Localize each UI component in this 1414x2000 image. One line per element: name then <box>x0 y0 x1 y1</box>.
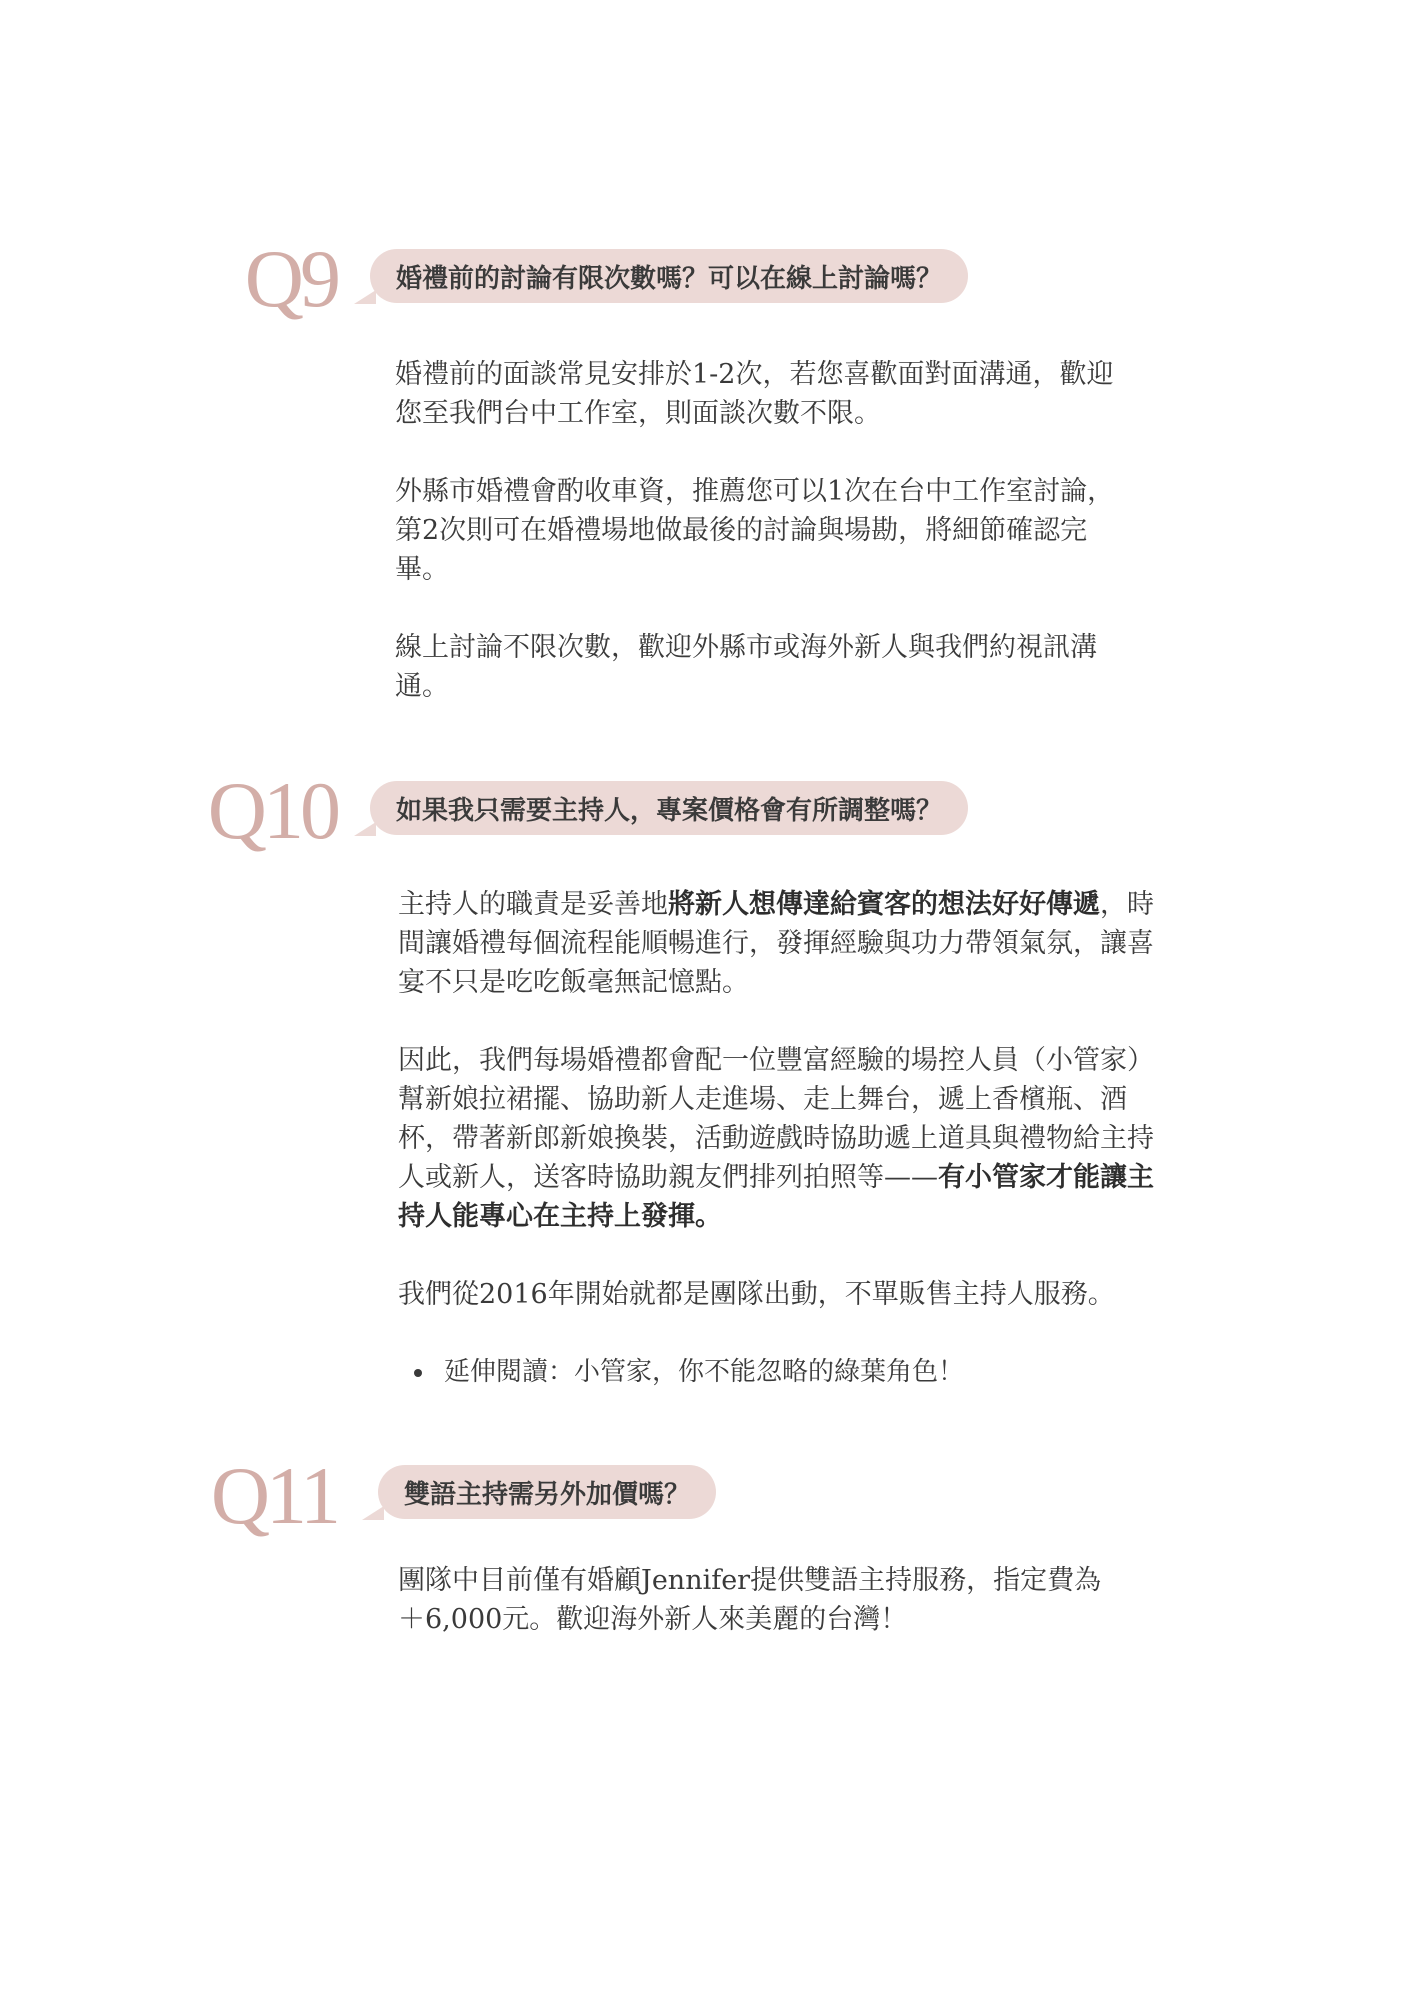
answer-text <box>395 355 1195 706</box>
link-text[interactable]: 延伸閱讀：小管家，你不能忽略的綠葉角色！ <box>444 1357 965 1387</box>
text-line: 間讓婚禮每個流程能順暢進行，發揮經驗與功力帶領氣氛，讓喜 <box>398 928 1154 959</box>
emphasis-text: 將新人想傳達給賓客的想法好好傳遞 <box>668 889 1100 920</box>
related-reading-link[interactable] <box>398 1353 1218 1392</box>
text-line: 婚禮前的面談常見安排於1-2次，若您喜歡面對面溝通，歡迎 <box>395 359 1114 390</box>
speech-bubble-tail <box>354 822 376 836</box>
bullet-icon <box>414 1369 422 1377</box>
text-line: 您至我們台中工作室，則面談次數不限。 <box>395 398 881 429</box>
emphasis-text: 有小管家才能讓主 <box>938 1162 1154 1193</box>
question-number: Q11 <box>210 1450 337 1541</box>
answer-paragraph <box>398 885 1218 1002</box>
question-bubble: 婚禮前的討論有限次數嗎？可以在線上討論嗎？ <box>370 249 968 303</box>
emphasis-text: 持人能專心在主持上發揮。 <box>398 1201 722 1232</box>
answer-text <box>398 1561 1198 1639</box>
text-line: 幫新娘拉裙擺、協助新人走進場、走上舞台，遞上香檳瓶、酒 <box>398 1084 1127 1115</box>
text-line: 線上討論不限次數，歡迎外縣市或海外新人與我們約視訊溝 <box>395 632 1097 663</box>
speech-bubble-tail <box>362 1506 384 1520</box>
text-line: 通。 <box>395 671 449 702</box>
question-bubble: 雙語主持需另外加價嗎？ <box>378 1465 716 1519</box>
question-number: Q10 <box>207 765 337 856</box>
text-line: 宴不只是吃吃飯毫無記憶點。 <box>398 967 749 998</box>
text-line: 團隊中目前僅有婚顧Jennifer提供雙語主持服務，指定費為 <box>398 1565 1102 1596</box>
answer-paragraph <box>395 628 1195 706</box>
text-line: 因此，我們每場婚禮都會配一位豐富經驗的場控人員（小管家） <box>398 1045 1154 1076</box>
question-number: Q9 <box>244 233 337 324</box>
related-reading-list <box>398 1353 1218 1392</box>
text-line: 第2次則可在婚禮場地做最後的討論與場勘，將細節確認完 <box>395 515 1088 546</box>
answer-paragraph <box>395 355 1195 433</box>
answer-text <box>398 885 1218 1392</box>
answer-paragraph <box>398 1561 1198 1639</box>
text-line: 畢。 <box>395 554 449 585</box>
text-line: ＋6,000元。歡迎海外新人來美麗的台灣！ <box>398 1604 908 1635</box>
answer-paragraph <box>395 472 1195 589</box>
speech-bubble-tail <box>354 290 376 304</box>
text-line: 杯，帶著新郎新娘換裝，活動遊戲時協助遞上道具與禮物給主持 <box>398 1123 1154 1154</box>
text-line: 外縣市婚禮會酌收車資，推薦您可以1次在台中工作室討論， <box>395 476 1115 507</box>
text-line: 我們從2016年開始就都是團隊出動，不單販售主持人服務。 <box>398 1279 1115 1310</box>
text-run: ，時 <box>1100 889 1154 920</box>
answer-paragraph <box>398 1041 1218 1236</box>
question-bubble: 如果我只需要主持人，專案價格會有所調整嗎？ <box>370 781 968 835</box>
text-run: 人或新人，送客時協助親友們排列拍照等—— <box>398 1162 938 1193</box>
answer-paragraph <box>398 1275 1218 1314</box>
text-run: 主持人的職責是妥善地 <box>398 889 668 920</box>
